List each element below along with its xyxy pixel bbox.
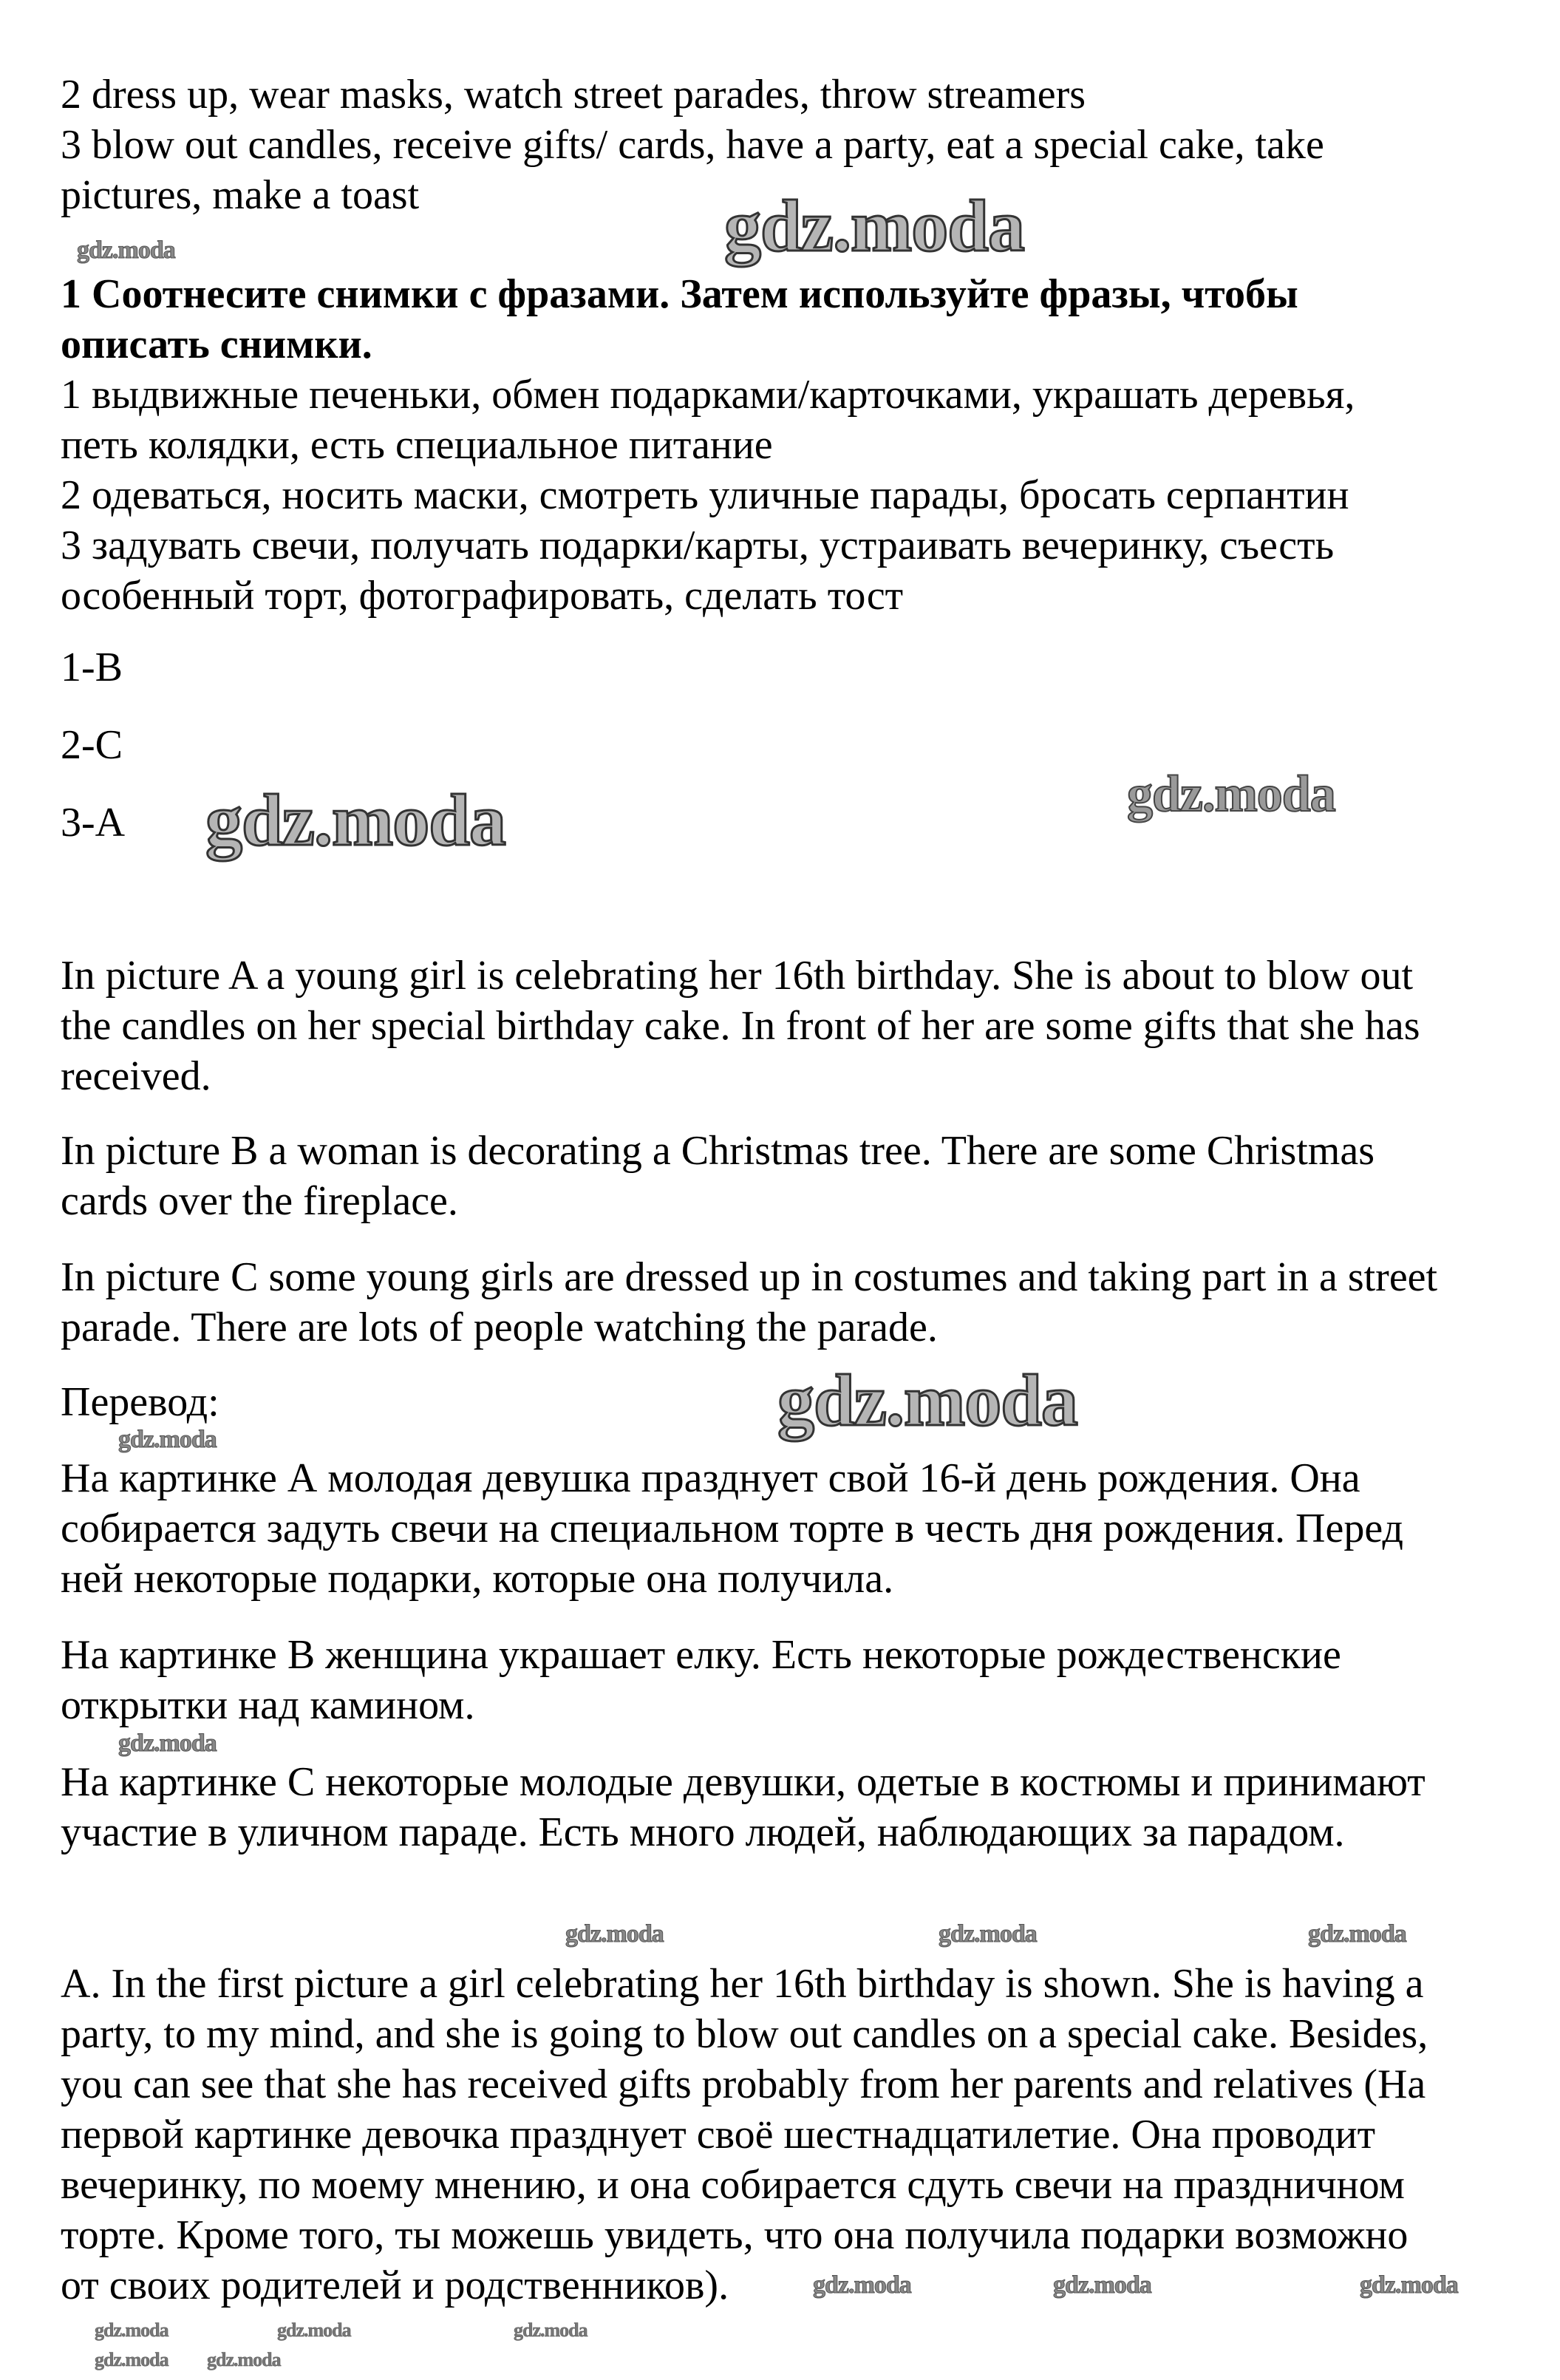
text-line: pictures, make a toast <box>61 172 420 218</box>
task-title <box>61 269 1524 370</box>
answer-1: 1-B <box>61 645 123 690</box>
watermark-logo: gdz.moda <box>1127 766 1335 823</box>
text-line: In picture B a woman is decorating a Christmas tree. There are some Christmas <box>61 1128 1375 1174</box>
russian-phrases <box>61 370 1524 621</box>
watermark-logo: gdz.moda <box>1308 1920 1406 1948</box>
text-line: you can see that she has received gifts probably from her parents and relatives (На <box>61 2061 1426 2107</box>
text-line: 1 Соотнесите снимки с фразами. Затем используйте фразы, чтобы <box>61 271 1298 317</box>
watermark-logo: gdz.moda <box>207 2349 281 2370</box>
text-line: 1 выдвижные печеньки, обмен подарками/карточками, украшать деревья, <box>61 372 1355 418</box>
watermark-logo: gdz.moda <box>77 237 175 264</box>
description-en-c <box>61 1252 1524 1353</box>
watermark-logo: gdz.moda <box>1360 2271 1458 2299</box>
text-line: cards over the fireplace. <box>61 1178 458 1224</box>
watermark-logo: gdz.moda <box>565 1920 664 1948</box>
translation-label: Перевод: <box>61 1379 219 1425</box>
text-line: На картинке В женщина украшает елку. Есть некоторые рождественские <box>61 1632 1341 1678</box>
watermark-logo: gdz.moda <box>205 779 505 861</box>
text-line: участие в уличном параде. Есть много людей, наблюдающих за парадом. <box>61 1809 1345 1855</box>
essay-a <box>61 1959 1524 2311</box>
watermark-logo: gdz.moda <box>1053 2271 1151 2299</box>
text-line: торте. Кроме того, ты можешь увидеть, что она получила подарки возможно <box>61 2212 1409 2258</box>
text-line: party, to my mind, and she is going to blow out candles on a special cake. Besides, <box>61 2011 1428 2057</box>
description-en-b <box>61 1126 1524 1226</box>
text-line: In picture C some young girls are dressed up in costumes and taking part in a street <box>61 1254 1438 1300</box>
description-en-a <box>61 951 1524 1101</box>
text-line: На картинке А молодая девушка празднует свой 16-й день рождения. Она <box>61 1455 1360 1501</box>
watermark-logo: gdz.moda <box>118 1426 217 1453</box>
watermark-logo: gdz.moda <box>118 1730 217 1757</box>
text-line: петь колядки, есть специальное питание <box>61 422 773 468</box>
watermark-logo: gdz.moda <box>514 2319 587 2341</box>
text-line: received. <box>61 1053 211 1099</box>
text-line: собирается задуть свечи на специальном торте в честь дня рождения. Перед <box>61 1506 1403 1551</box>
description-ru-a <box>61 1453 1524 1604</box>
text-line: 3 задувать свечи, получать подарки/карты, устраивать вечеринку, съесть <box>61 523 1335 568</box>
watermark-logo: gdz.moda <box>813 2271 911 2299</box>
text-line: На картинке С некоторые молодые девушки, одетые в костюмы и принимают <box>61 1759 1426 1805</box>
watermark-logo: gdz.moda <box>724 185 1024 267</box>
text-line: описать снимки. <box>61 322 372 367</box>
watermark-logo: gdz.moda <box>777 1359 1077 1441</box>
text-line: вечеринку, по моему мнению, и она собирается сдуть свечи на праздничном <box>61 2162 1405 2208</box>
text-line: 2 одеваться, носить маски, смотреть уличные парады, бросать серпантин <box>61 472 1349 518</box>
text-line: A. In the first picture a girl celebrating her 16th birthday is shown. She is having a <box>61 1961 1424 2007</box>
text-line: parade. There are lots of people watching the parade. <box>61 1305 938 1350</box>
answer-2: 2-C <box>61 722 123 768</box>
text-line: ней некоторые подарки, которые она получила. <box>61 1556 894 1602</box>
watermark-logo: gdz.moda <box>939 1920 1037 1948</box>
text-line: особенный торт, фотографировать, сделать тост <box>61 573 904 619</box>
text-line: первой картинке девочка празднует своё шестнадцатилетие. Она проводит <box>61 2112 1376 2158</box>
text-line: 3 blow out candles, receive gifts/ cards, have a party, eat a special cake, take <box>61 122 1324 168</box>
watermark-logo: gdz.moda <box>277 2319 351 2341</box>
answer-3: 3-A <box>61 800 126 846</box>
text-line: In picture A a young girl is celebrating her 16th birthday. She is about to blow out <box>61 953 1414 999</box>
description-ru-b <box>61 1630 1524 1730</box>
watermark-logo: gdz.moda <box>95 2349 168 2370</box>
text-line: от своих родителей и родственников). <box>61 2262 729 2308</box>
description-ru-c <box>61 1757 1524 1857</box>
watermark-logo: gdz.moda <box>95 2319 168 2341</box>
text-line: открытки над камином. <box>61 1682 475 1728</box>
text-line: the candles on her special birthday cake. In front of her are some gifts that she has <box>61 1003 1420 1049</box>
text-line: 2 dress up, wear masks, watch street parades, throw streamers <box>61 72 1086 118</box>
